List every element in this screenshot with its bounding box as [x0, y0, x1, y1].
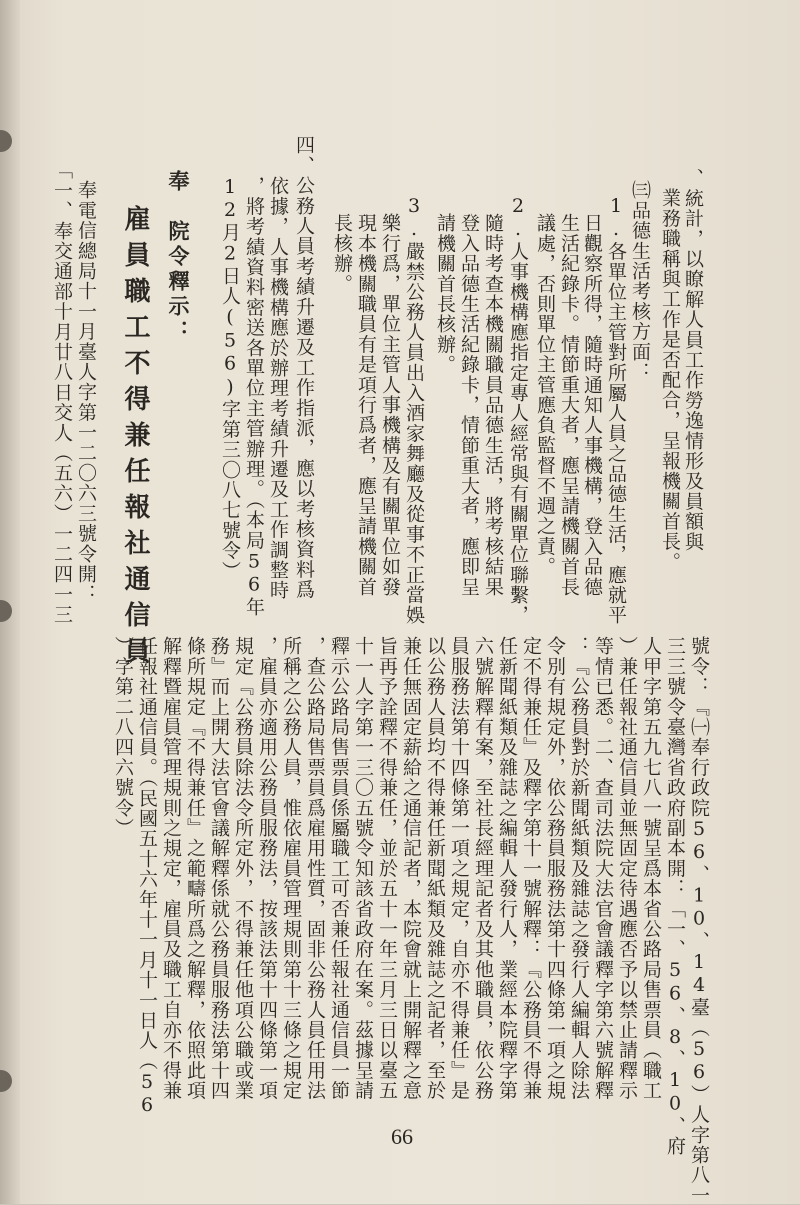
text-column: 「一、奉交通部十月廿八日交人（五六）一二四一三	[51, 160, 73, 625]
text-column: ：『公務員對於新聞紙類及雜誌之發行人編輯人除法	[568, 636, 590, 1101]
text-column: 所稱之公務人員，惟依雇員管理規則第十三條之規定	[280, 636, 302, 1101]
text-column: 2.人事機構應指定專人經常與有關單位聯繫，	[507, 195, 529, 626]
text-column: 奉電信總局十一月臺人字第一二〇六三號令開：	[75, 180, 97, 605]
text-column: ）兼任報社通信員並無固定待遇應否予以禁止請釋示	[616, 636, 638, 1101]
text-column: 釋示公路局售票員係屬職工可否兼任報社通信員一節	[328, 636, 350, 1101]
text-column: 號令：『㈠奉行政院56、10、14臺（56）人字第八一	[688, 636, 710, 1205]
section-heading: ㈢品德生活考核方面：	[629, 180, 651, 382]
text-column: ，查公路局售票員爲雇用性質，固非公務人員任用法	[304, 636, 326, 1101]
text-column: 定不得兼任』及釋字第十一號解釋：『公務員不得兼	[520, 636, 542, 1101]
text-column: 12月2日人(56)字第三〇八七號令）	[219, 176, 241, 581]
text-column: 、統計，以瞭解人員工作勞逸情形及員額與	[682, 168, 704, 552]
text-column: 業務職稱與工作是否配合，呈報機關首長。	[659, 188, 681, 572]
text-column: 人甲字第五九七八一號呈爲本省公路局售票員（職工	[640, 636, 662, 1101]
text-column: 旨再予詮釋不得兼任，並於五十一年三月三日以臺五	[376, 636, 398, 1101]
text-column: 生活紀錄卡。情節重大者，應呈請機關首長	[558, 213, 580, 597]
text-column: 日觀察所得，隨時通知人事機構，登入品德	[581, 213, 603, 597]
document-title: 雇員職工不得兼任報社通信員	[120, 205, 150, 673]
text-column: 員服務法第十四條第一項之規定，自亦不得兼任』是	[448, 636, 470, 1101]
text-column: 務』而上開大法官會議解釋係就公務員服務法第十四	[208, 636, 230, 1101]
text-column: 十一人字第一三〇五號令知該省政府在案。茲據呈請	[352, 636, 374, 1101]
text-column: 等情已悉。二、查司法院大法官會議釋字第六號解釋	[592, 636, 614, 1101]
text-column: 任報社通信員。（民國五十六年十一月十一日人（56	[136, 636, 158, 1118]
text-column: 兼任無固定薪給之通信記者，本院會就上開解釋之意	[400, 636, 422, 1101]
text-column: 令別有規定外，依公務員服務法第十四條第一項之規	[544, 636, 566, 1101]
text-column: 隨時考查本機關職員品德生活，將考核結果	[482, 213, 504, 597]
text-column: 解釋暨雇員管理規則之規定，雇員及職工自亦不得兼	[160, 636, 182, 1101]
text-column: 三三號令臺灣省政府副本開：「一、56、8、10、府	[664, 636, 686, 1156]
text-column: 條所規定『不得兼任』之範疇所爲之解釋，依照此項	[184, 636, 206, 1101]
text-column: 依據，人事機構應於辦理考績升遷及工作調整時	[267, 176, 289, 601]
text-column: ，將考績資料密送各單位主管辦理。（本局56年	[243, 176, 265, 617]
text-column: 議處，否則單位主管應負監督不週之責。	[534, 213, 556, 577]
text-column: 3.嚴禁公務人員出入酒家舞廳及從事不正當娛	[403, 195, 425, 626]
text-column: 任新聞紙類及雜誌之編輯人發行人，業經本院釋字第	[496, 636, 518, 1101]
section-heading: 四、公務人員考績升遷及工作指派，應以考核資料爲	[293, 135, 315, 600]
text-column: 請機關首長核辦。	[434, 213, 456, 375]
text-column: 登入品德生活紀錄卡，情節重大者，應即呈	[458, 213, 480, 597]
text-column: ）字第二八四六號令）	[112, 636, 134, 838]
text-column: 1.各單位主管對所屬人員之品德生活，應就平	[605, 195, 627, 626]
text-column: 樂行爲，單位主管人事機構及有關單位如發	[379, 213, 401, 597]
page-number: 66	[391, 1124, 413, 1149]
text-column: 規定『公務員除法令所定外，不得兼任他項公職或業	[232, 636, 254, 1101]
section-heading: 奉 院令釋示：	[166, 170, 191, 345]
text-column: ，雇員亦適用公務員服務法，按該法第十四條第一項	[256, 636, 278, 1101]
text-column: 長核辦。	[331, 213, 353, 294]
text-column: 現本機關職員有是項行爲者，應呈請機關首	[355, 213, 377, 597]
text-column: 以公務人員均不得兼任新聞紙類及雜誌之記者，至於	[424, 636, 446, 1101]
text-column: 六號解釋有案，至社長經理記者及其他職員，依公務	[472, 636, 494, 1101]
